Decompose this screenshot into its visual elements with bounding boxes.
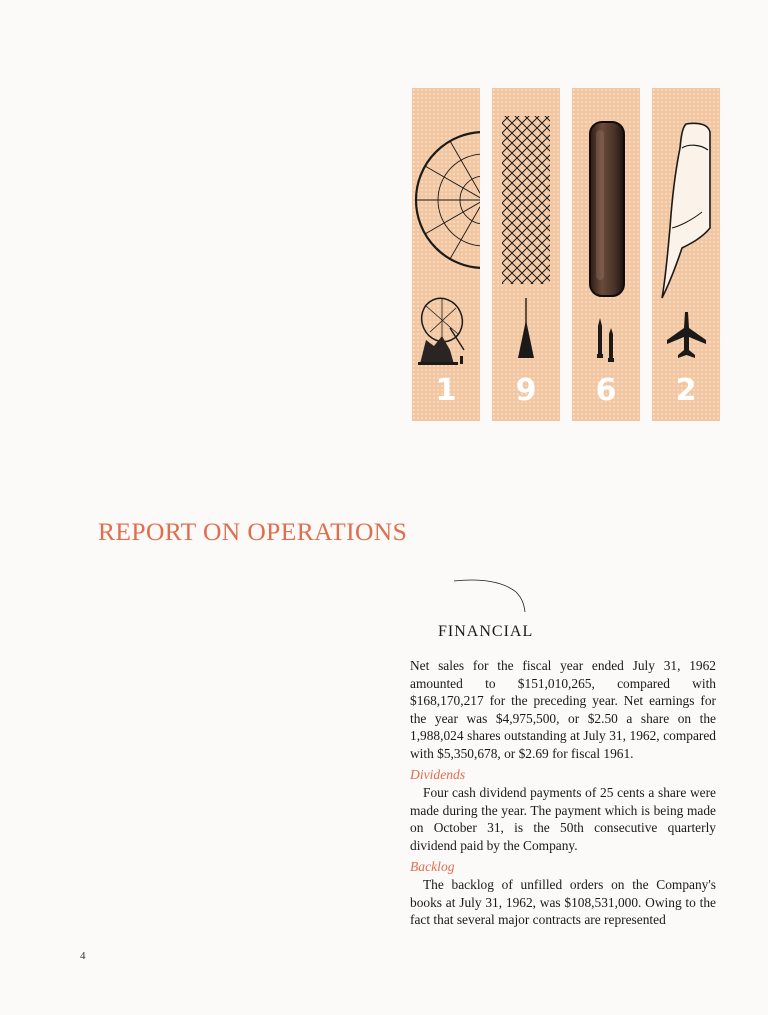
page-number: 4 (80, 950, 86, 962)
financial-intro-paragraph: Net sales for the fiscal year ended July 31, 1962 amounted to $151,010,265, compared with $168,170,217 for the preceding year. Net earnings for the year was $4,975,500, or $2.50 a share on the 1,988,024 shares outstanding at July 31, 1962, compared with $5,350,678, or $2.69 for fiscal 1961. (410, 658, 716, 761)
mesh-grid-icon (502, 116, 550, 284)
panel-1 (412, 88, 480, 421)
panel-2-art (492, 88, 560, 421)
backlog-subheading: Backlog (410, 858, 455, 874)
decorative-swoosh (452, 578, 532, 618)
year-digit-4: 2 (675, 373, 697, 408)
jet-aircraft-icon (667, 312, 706, 358)
section-heading-financial: FINANCIAL (438, 623, 534, 640)
capsule-icon (590, 122, 624, 296)
year-illustration (412, 88, 720, 421)
year-digit-3: 6 (595, 373, 617, 408)
rocket-icon (518, 298, 534, 358)
missiles-icon (597, 318, 614, 362)
year-digit-2: 9 (515, 373, 537, 408)
panel-3-art (572, 88, 640, 421)
panel-4-art (652, 88, 720, 421)
dividends-subheading: Dividends (410, 766, 466, 782)
backlog-paragraph: The backlog of unfilled orders on the Company's books at July 31, 1962, was $108,531,000. Owing to the fact that several major contracts are represented (410, 877, 716, 928)
panel-2 (492, 88, 560, 421)
report-title: REPORT ON OPERATIONS (98, 517, 408, 546)
financial-text-column (410, 657, 716, 929)
dividends-paragraph: Four cash dividend payments of 25 cents a share were made during the year. The payment which is being made on October 31, is the 50th consecutive quarterly dividend paid by the Company. (410, 785, 716, 853)
panel-4 (652, 88, 720, 421)
panel-3 (572, 88, 640, 421)
year-digit-1: 1 (435, 373, 457, 408)
radar-antenna-icon (412, 88, 480, 421)
nose-cone-icon (662, 123, 710, 298)
